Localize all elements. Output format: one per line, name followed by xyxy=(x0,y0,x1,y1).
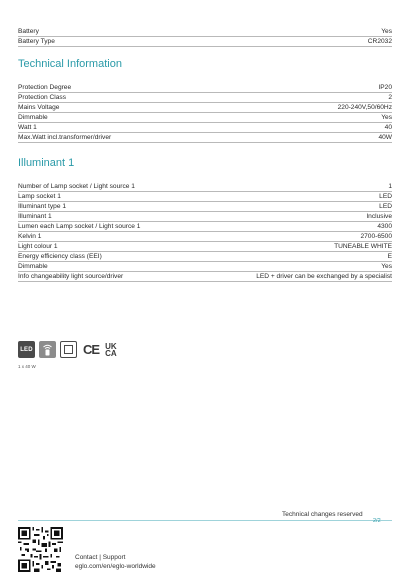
spec-label: Illuminant 1 xyxy=(18,212,52,220)
spec-row xyxy=(18,272,392,282)
spec-row xyxy=(18,192,392,202)
illuminant-heading: Illuminant 1 xyxy=(18,157,75,169)
spec-label: Protection Degree xyxy=(18,83,72,91)
spec-value: 4300 xyxy=(377,222,392,230)
spec-label: Battery Type xyxy=(18,37,55,45)
spec-row xyxy=(18,123,392,133)
spec-label: Mains Voltage xyxy=(18,103,60,111)
spec-label: Lumen each Lamp socket / Light source 1 xyxy=(18,222,141,230)
protection-class-2-icon xyxy=(60,341,77,358)
spec-label: Dimmable xyxy=(18,262,48,270)
qr-code-icon[interactable] xyxy=(18,527,63,572)
spec-label: Info changeability light source/driver xyxy=(18,272,124,280)
spec-value: IP20 xyxy=(378,83,392,91)
spec-row xyxy=(18,212,392,222)
spec-label: Protection Class xyxy=(18,93,67,101)
footer-divider xyxy=(18,520,392,521)
spec-label: Energy efficiency class (EEI) xyxy=(18,252,102,260)
spec-row xyxy=(18,113,392,123)
spec-value: 40 xyxy=(384,123,392,131)
spec-value: CR2032 xyxy=(367,37,392,45)
spec-value: LED + driver can be exchanged by a specialist xyxy=(256,272,392,280)
certification-icons xyxy=(18,341,117,358)
ukca-top: UK xyxy=(105,341,117,351)
spec-value: 40W xyxy=(378,133,392,141)
spec-row xyxy=(18,83,392,93)
spec-row xyxy=(18,252,392,262)
spec-value: Yes xyxy=(381,262,392,270)
spec-label: Max.Watt incl.transformer/driver xyxy=(18,133,112,141)
spec-row xyxy=(18,232,392,242)
spec-row xyxy=(18,242,392,252)
inner-square-icon xyxy=(64,345,73,354)
technical-information-heading: Technical Information xyxy=(18,58,122,70)
spec-label: Dimmable xyxy=(18,113,48,121)
led-icon: LED xyxy=(18,341,35,358)
spec-row xyxy=(18,202,392,212)
remote-control-glyph xyxy=(42,343,53,356)
remote-control-icon xyxy=(39,341,56,358)
contact-support[interactable] xyxy=(75,553,156,571)
spec-row xyxy=(18,27,392,37)
spec-label: Watt 1 xyxy=(18,123,37,131)
spec-row xyxy=(18,37,392,47)
page-number: 2/2 xyxy=(373,518,381,524)
spec-row xyxy=(18,93,392,103)
spec-value: 2 xyxy=(388,93,392,101)
spec-value: Inclusive xyxy=(366,212,392,220)
spec-label: Kelvin 1 xyxy=(18,232,42,240)
spec-row xyxy=(18,103,392,113)
ukca-mark-icon xyxy=(105,343,117,357)
spec-value: LED xyxy=(379,202,392,210)
wattage-caption: 1 x 40 W xyxy=(18,364,36,369)
spec-label: Light colour 1 xyxy=(18,242,58,250)
spec-label: Number of Lamp socket / Light source 1 xyxy=(18,182,135,190)
ce-mark-icon: CE xyxy=(83,342,100,357)
spec-row xyxy=(18,262,392,272)
spec-row xyxy=(18,222,392,232)
spec-value: 220-240V,50/60Hz xyxy=(337,103,392,111)
spec-value: 2700-6500 xyxy=(360,232,392,240)
spec-value: 1 xyxy=(388,182,392,190)
technical-changes-note: Technical changes reserved xyxy=(282,511,363,518)
general-spec-table xyxy=(18,27,392,47)
spec-label: Battery xyxy=(18,27,39,35)
ukca-bottom: CA xyxy=(105,348,117,358)
spec-value: Yes xyxy=(381,27,392,35)
spec-value: Yes xyxy=(381,113,392,121)
contact-support-url[interactable]: eglo.com/en/eglo-worldwide xyxy=(75,563,156,570)
technical-spec-table xyxy=(18,83,392,143)
spec-label: Illuminant type 1 xyxy=(18,202,67,210)
illuminant-spec-table xyxy=(18,182,392,282)
contact-support-label[interactable]: Contact | Support xyxy=(75,554,126,561)
spec-row xyxy=(18,182,392,192)
spec-value: E xyxy=(387,252,392,260)
spec-value: LED xyxy=(379,192,392,200)
spec-row xyxy=(18,133,392,143)
spec-label: Lamp socket 1 xyxy=(18,192,61,200)
spec-value: TUNEABLE WHITE xyxy=(334,242,392,250)
